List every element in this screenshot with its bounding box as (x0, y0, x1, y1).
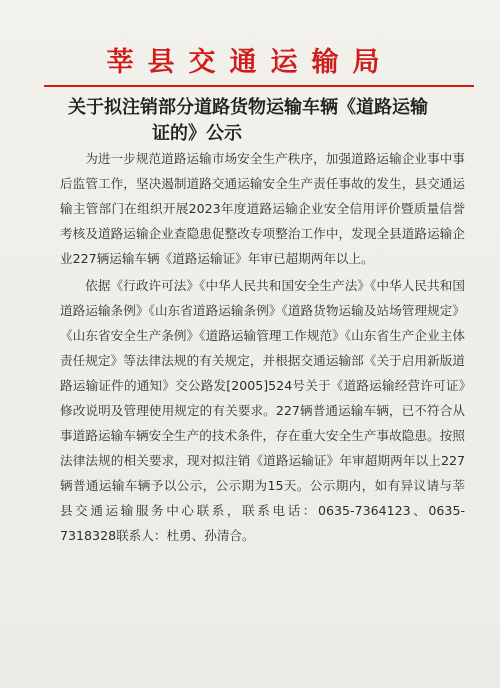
paragraph-1: 为进一步规范道路运输市场安全生产秩序，加强道路运输企业事中事后监管工作，坚决遏制道路交通运输安全生产责任事故的发生，县交通运输主管部门在组织开展2023年度道路运输企业安全信用评价暨质量信誉考核及道路运输企业查隐患促整改专项整治工作中，发现全县道路运输企业227辆运输车辆《道路运输证》年审已超期两年以上。 (60, 151, 465, 266)
title-line-1: 关于拟注销部分道路货物运输车辆《道路运输 (68, 97, 428, 118)
agency-header: 莘县交通运输局 (106, 47, 394, 78)
paragraph-2: 依据《行政许可法》《中华人民共和国安全生产法》《中华人民共和国道路运输条例》《山东省道路运输条例》《道路货物运输及站场管理规定》《山东省安全生产条例》《道路运输管理工作规范》《山东省生产企业主体责任规定》等法律法规的有关规定，并根据交通运输部《关于启用新版道路运输证件的通知》交公路发[2005]524号关于《道路运输经营许可证》修改说明及管理使用规定的有关要求。227辆普通运输车辆，已不符合从事道路运输车辆安全生产的技术条件，存在重大安全生产事故隐患。按照法律法规的相关要求，现对拟注销《道路运输证》年审超期两年以上227辆普通运输车辆予以公示，公示期为15天。公示期内，如有异议请与莘县交通运输服务中心联系，联系电话：0635-7364123、0635-7318328联系人：杜勇、孙清合。 (60, 278, 465, 543)
notice-body (60, 146, 465, 548)
title-line-2: 证的》公示 (152, 123, 242, 144)
notice-title (68, 95, 478, 147)
red-divider-line (44, 85, 474, 87)
